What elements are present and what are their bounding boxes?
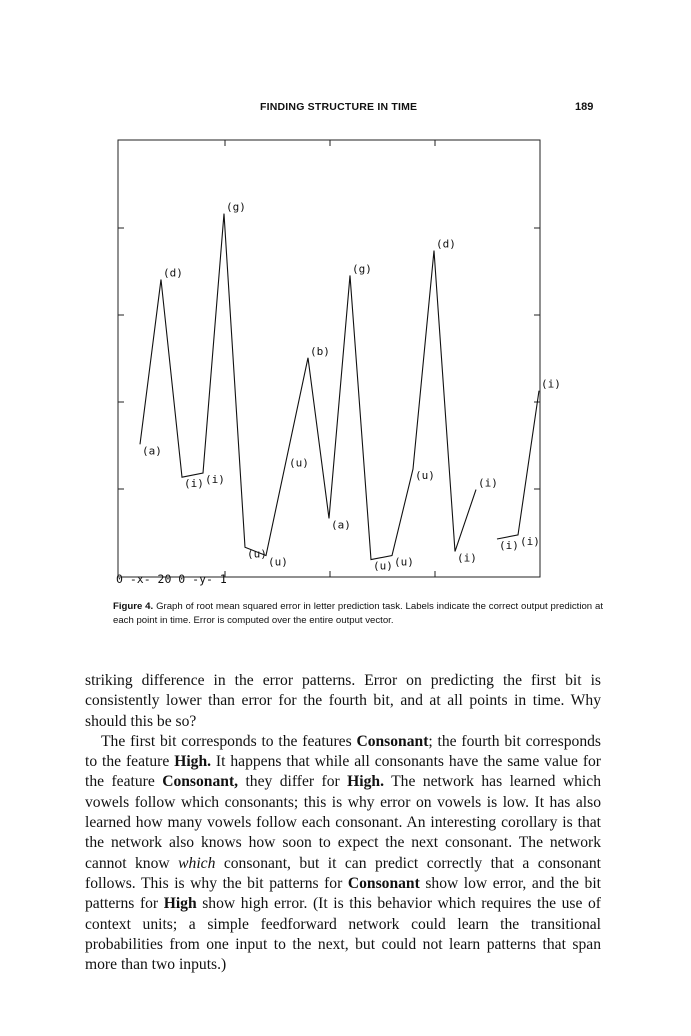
text-run: It happens that while all consonants have the same value for the feature — [85, 753, 601, 791]
point-label: (i) — [520, 534, 540, 548]
chart-frame — [118, 140, 540, 577]
point-label: (i) — [541, 377, 561, 391]
text-run: consonant, but it can predict correctly that a consonant follows. This is why the bit patterns for — [85, 854, 601, 892]
point-label: (i) — [184, 477, 204, 491]
text-run: The network has learned which vowels follow which consonants; this is why error on vowels is low. It has also learned how many vowels follow each consonant. An interesting corollary is that the network also knows how soon to expect the next consonant. The network cannot know — [85, 773, 601, 872]
point-label: (i) — [499, 539, 519, 552]
point-label: (g) — [226, 200, 246, 214]
point-label: (i) — [478, 476, 498, 490]
term-high: High. — [347, 773, 384, 791]
chart-series — [140, 214, 539, 560]
term-consonant: Consonant — [356, 732, 429, 750]
running-head: FINDING STRUCTURE IN TIME — [260, 101, 418, 113]
error-series-line — [497, 391, 539, 539]
point-label: (d) — [163, 266, 183, 280]
chart-point-labels — [142, 201, 561, 573]
term-high: High — [163, 895, 197, 913]
text-run: show high error. (It is this behavior which requires the use of context units; a simple feedforward network could learn the transitional probabilities from one input to the next, but could not learn patterns that span more than two inputs.) — [85, 895, 601, 974]
point-label: (a) — [142, 444, 162, 458]
text-run: The first bit corresponds to the features — [101, 732, 357, 750]
caption-text: Graph of root mean squared error in letter prediction task. Labels indicate the correct output prediction at each point in time. Error is computed over the entire output vector. — [113, 601, 603, 626]
point-label: (i) — [457, 551, 477, 565]
axis-legend: 0 -x- 20 0 -y- 1 — [116, 572, 227, 586]
point-label: (u) — [373, 559, 393, 573]
point-label: (a) — [331, 518, 351, 532]
page-number: 189 — [575, 101, 594, 113]
term-consonant: Consonant — [347, 874, 420, 892]
term-high: High. — [174, 753, 212, 771]
emphasis-which: which — [178, 854, 216, 872]
point-label: (u) — [247, 547, 267, 561]
point-label: (u) — [415, 469, 435, 482]
error-series-line — [140, 214, 476, 560]
point-label: (u) — [268, 555, 288, 569]
text-run: ; the fourth bit corresponds to the feature — [85, 732, 601, 771]
caption-label: Figure 4. — [113, 601, 154, 612]
text-run: they differ for — [238, 773, 348, 791]
point-label: (u) — [394, 555, 414, 569]
chart-border — [118, 140, 540, 577]
point-label: (u) — [289, 456, 309, 470]
paragraph-2 — [85, 732, 601, 976]
figure-caption — [113, 600, 603, 628]
point-label: (g) — [352, 262, 372, 276]
point-label: (i) — [205, 473, 225, 487]
point-label: (b) — [310, 344, 330, 358]
body-text — [85, 671, 601, 975]
term-consonant: Consonant, — [162, 773, 239, 791]
point-label: (d) — [436, 237, 456, 251]
text-run: show low error, and the bit patterns for — [85, 874, 601, 913]
paragraph-1: striking difference in the error patterns. Error on predicting the first bit is consistently lower than error for the fourth bit, and at all points in time. Why should this be so? — [85, 672, 601, 730]
